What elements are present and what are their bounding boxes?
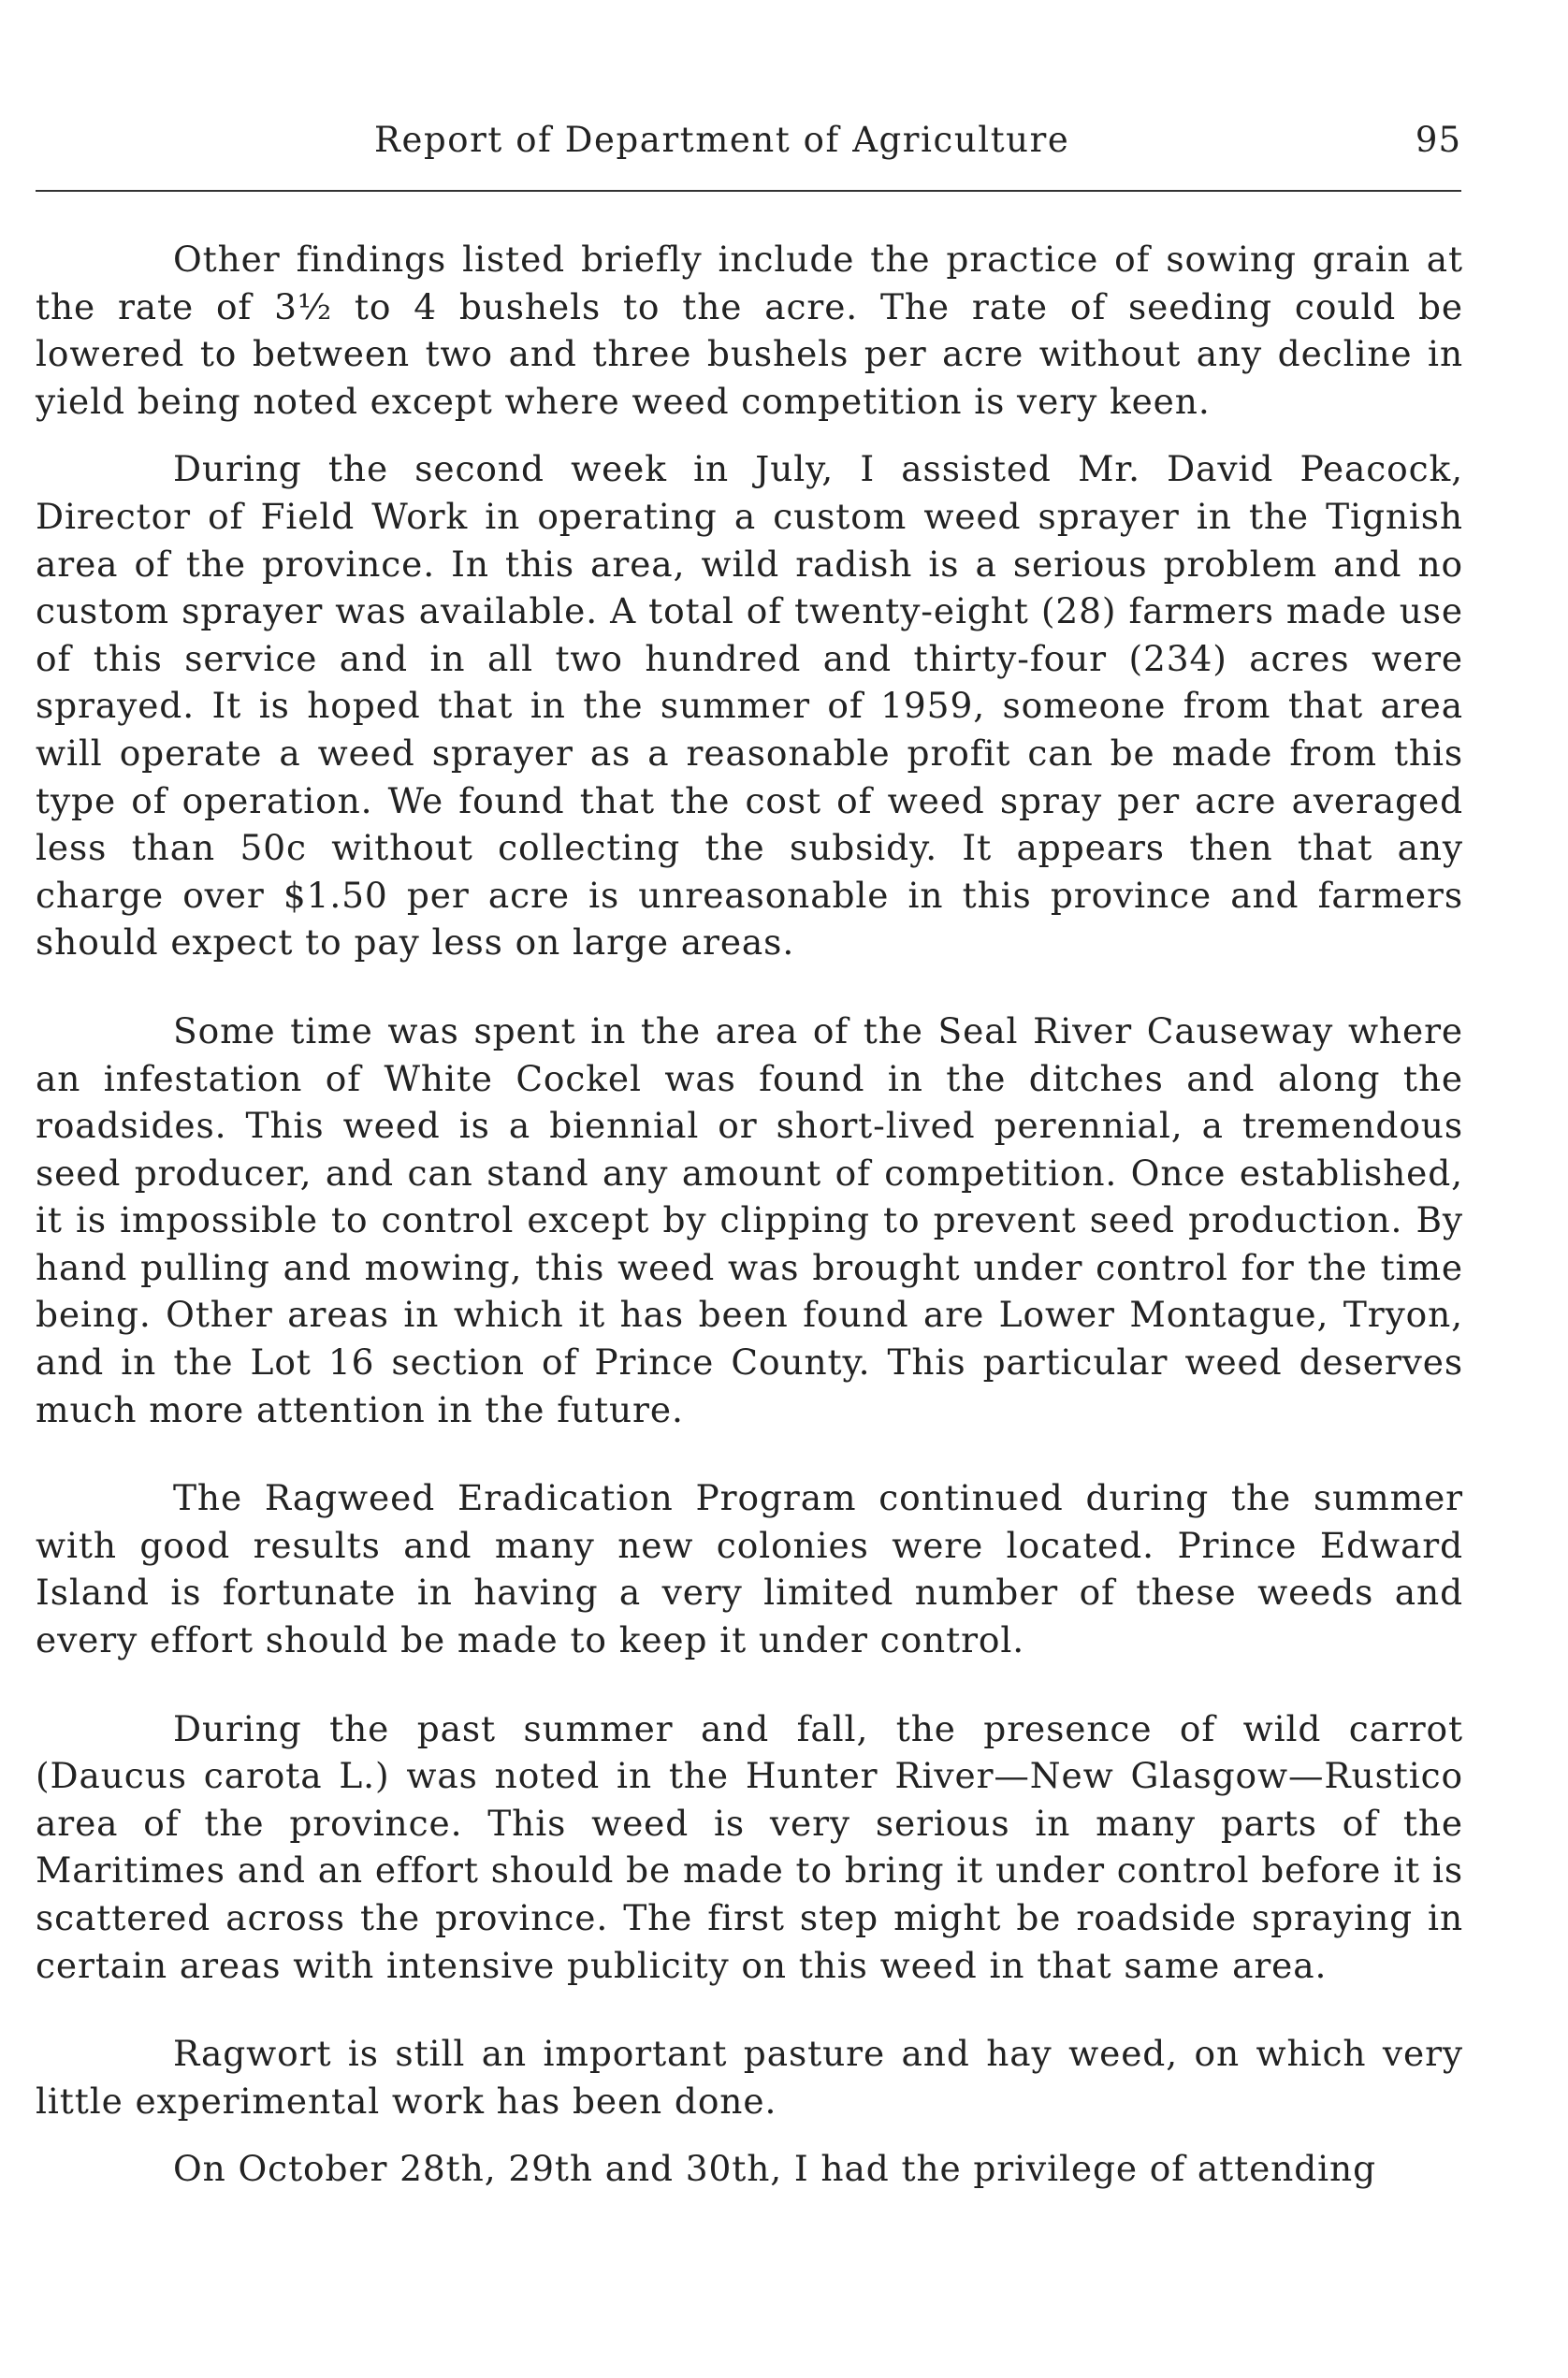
header-rule (36, 190, 1461, 192)
running-header (34, 120, 1461, 176)
paragraph-october-meeting: On October 28th, 29th and 30th, I had the privilege of attending (173, 2148, 1376, 2190)
paragraph-wild-carrot: During the past summer and fall, the presence of wild carrot (Daucus carota L.) was noted in the Hunter River—New Glasgow—Rustico area of the province. This weed is very serious in many parts of the Maritimes and an effort should be made to bring it under control before it is scattered across the province. The first step might be roadside spraying in certain areas with intensive publicity on this weed in that same area. (36, 1707, 1463, 1986)
paragraph-ragwort: Ragwort is still an important pasture and hay weed, on which very little experimental work has been done. (36, 2033, 1463, 2122)
page-number: 95 (1415, 120, 1461, 160)
paragraph-weed-sprayer: During the second week in July, I assisted Mr. David Peacock, Director of Field Work in operating a custom weed sprayer in the Tignish area of the province. In this area, wild radish is a serious problem and no custom sprayer was available. A total of twenty-eight (28) farmers made use of this service and in all two hundred and thirty-four (234) acres were sprayed. It is hoped that in the summer of 1959, someone from that area will operate a weed sprayer as a reasonable profit can be made from this type of operation. We found that the cost of weed spray per acre averaged less than 50c without collecting the subsidy. It appears then that any charge over $1.50 per acre is unreasonable in this province and farmers should expect to pay less on large areas. (36, 448, 1463, 964)
body-text (36, 236, 1463, 2213)
paragraph-white-cockel: Some time was spent in the area of the Seal River Causeway where an infestation of White Cockel was found in the ditches and along the roadsides. This weed is a biennial or short-lived perennial, a tremendous seed producer, and can stand any amount of competition. Once established, it is impossible to control except by clipping to prevent seed production. By hand pulling and mowing, this weed was brought under control for the time being. Other areas in which it has been found are Lower Montague, Tryon, and in the Lot 16 section of Prince County. This particular weed deserves much more attention in the future. (36, 1009, 1463, 1430)
paragraph-ragweed-program: The Ragweed Eradication Program continued during the summer with good results and many new colonies were located. Prince Edward Island is fortunate in having a very limited number of these weeds and every effort should be made to keep it under control. (36, 1477, 1463, 1661)
paragraph-seeding-rate: Other findings listed briefly include the practice of sowing grain at the rate of 3½ to 4 bushels to the acre. The rate of seeding could be lowered to between two and three bushels per acre without any decline in yield being noted except where weed competition is very keen. (36, 239, 1463, 422)
header-title: Report of Department of Agriculture (374, 120, 1070, 160)
